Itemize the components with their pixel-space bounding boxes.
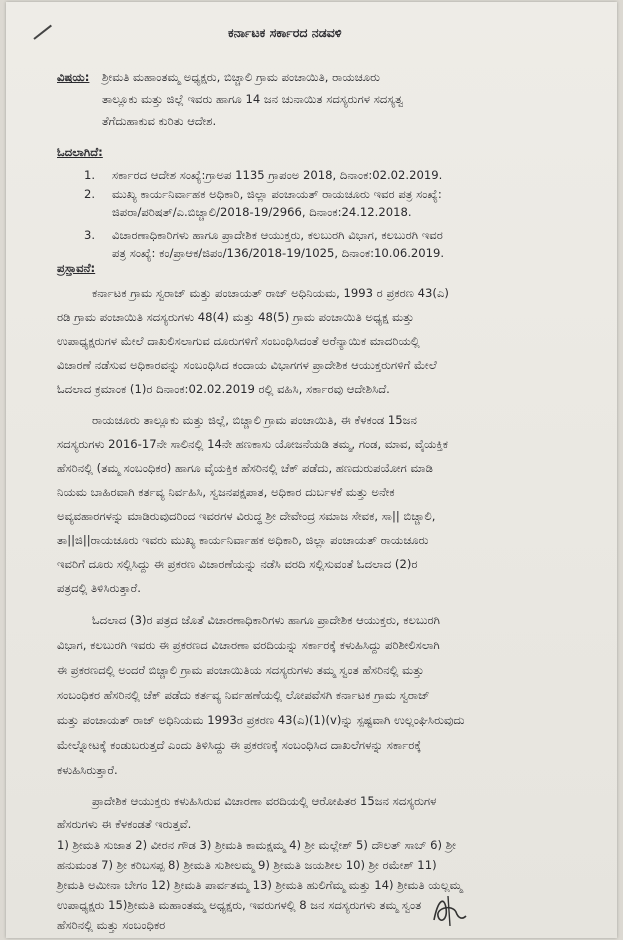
paragraph-line: ಪತ್ರದಲ್ಲಿ ತಿಳಿಸಿರುತ್ತಾರೆ. — [57, 581, 141, 595]
paragraph-line: ಓದಲಾದ ಕ್ರಮಾಂಕ (1)ರ ದಿನಾಂಕ:02.02.2019 ರಲ್ಲಿ ವಹಿಸಿ, ಸರ್ಕಾರವು ಆದೇಶಿಸಿದೆ. — [57, 382, 390, 396]
paragraph-line: ಸದಸ್ಯರುಗಳು 2016-17ನೇ ಸಾಲಿನಲ್ಲಿ 14ನೇ ಹಣಕಾಸು ಯೋಜನೆಯಡಿ ತಮ್ಮ, ಗಂಡ, ಮಾವ, ವೈಯಕ್ತಿಕ — [57, 437, 449, 451]
paragraph-line: ಓದಲಾದ (3)ರ ಪತ್ರದ ಜೊತೆ ವಿಚಾರಣಾಧಿಕಾರಿಗಳು ಹಾಗೂ ಪ್ರಾದೇಶಿಕ ಆಯುಕ್ತರು, ಕಲಬುರಗಿ — [92, 613, 440, 627]
paragraph-line: ಹೆಸರಿನಲ್ಲಿ (ತಮ್ಮ ಸಂಬಂಧಿಕರ) ಹಾಗೂ ವೈಯಕ್ತಿಕ ಹೆಸರಿನಲ್ಲಿ ಚೆಕ್ ಪಡೆದು, ಹಣದುರುಪಯೋಗ ಮಾಡಿ — [57, 461, 433, 475]
subject-line: ತೆಗೆದುಹಾಕುವ ಕುರಿತು ಆದೇಶ. — [102, 114, 217, 128]
member-names-line: ಹನುಮಂತ 7) ಶ್ರೀ ಕರಿಬಸಪ್ಪ 8) ಶ್ರೀಮತಿ ಸುಶೀಲಮ್ಮ 9) ಶ್ರೀಮತಿ ಜಯಶೀಲ 10) ಶ್ರೀ ರಮೇಶ್ 11) — [57, 858, 437, 872]
pen-mark — [33, 25, 52, 40]
reference-line: ಮುಖ್ಯ ಕಾರ್ಯನಿರ್ವಾಹಕ ಅಧಿಕಾರಿ, ಜಿಲ್ಲಾ ಪಂಚಾಯತ್ ರಾಯಚೂರು ಇವರ ಪತ್ರ ಸಂಖ್ಯೆ: — [112, 187, 442, 201]
paragraph-line: ರಡಿ ಗ್ರಾಮ ಪಂಚಾಯಿತಿ ಸದಸ್ಯರುಗಳು 48(4) ಮತ್ತು 48(5) ಗ್ರಾಮ ಪಂಚಾಯಿತಿ ಅಧ್ಯಕ್ಷ ಮತ್ತು — [57, 310, 414, 324]
subject-label: ವಿಷಯ: — [57, 70, 90, 84]
paragraph-line: ಮತ್ತು ಪಂಚಾಯತ್ ರಾಜ್ ಅಧಿನಿಯಮ 1993ರ ಪ್ರಕರಣ 43(ಎ)(1)(v)ನ್ನು ಸ್ಪಷ್ಟವಾಗಿ ಉಲ್ಲಂಘಿಸಿರುವುದು — [57, 713, 465, 727]
reference-line: ಜಿಪರಾ/ಪರಿಷತ್/ಎ.ಬಿಚ್ಚಾಲಿ/2018-19/2966, ದಿನಾಂಕ:24.12.2018. — [112, 205, 412, 219]
document-header: ಕರ್ನಾಟಕ ಸರ್ಕಾರದ ನಡವಳಿ — [228, 25, 342, 40]
paragraph-line: ಕಳುಹಿಸಿರುತ್ತಾರೆ. — [57, 763, 118, 777]
initials-signature — [426, 890, 476, 930]
reference-number: 1. — [84, 168, 96, 182]
paragraph-line: ವಿಚಾರಣೆ ನಡೆಸುವ ಅಧಿಕಾರವನ್ನು ಸಂಬಂಧಿಸಿದ ಕಂದಾಯ ವಿಭಾಗಗಳ ಪ್ರಾದೇಶಿಕ ಆಯುಕ್ತರುಗಳಿಗೆ ಮೇಲೆ — [57, 358, 437, 372]
reference-number: 3. — [84, 228, 96, 242]
member-names-line: ಉಪಾಧ್ಯಕ್ಷರು 15)ಶ್ರೀಮತಿ ಮಹಾಂತಮ್ಮ ಅಧ್ಯಕ್ಷರು, ಇವರುಗಳಲ್ಲಿ 8 ಜನ ಸದಸ್ಯರುಗಳು ತಮ್ಮ ಸ್ವಂತ — [57, 898, 422, 912]
reference-line: ಸರ್ಕಾರದ ಆದೇಶ ಸಂಖ್ಯೆ:ಗ್ರಾಅಪ 1135 ಗ್ರಾಪಂಅ 2018, ದಿನಾಂಕ:02.02.2019. — [112, 168, 443, 182]
member-names-line: 1) ಶ್ರೀಮತಿ ಸುಜಾತ 2) ವೀರನ ಗೌಡ 3) ಶ್ರೀಮತಿ ಕಾಮಕ್ಷಮ್ಮ 4) ಶ್ರೀ ಮಲ್ಲೇಶ್ 5) ದೌಲತ್ ಸಾಬ್ 6) ಶ್ರೀ — [57, 838, 456, 852]
subject-line: ಶ್ರೀಮತಿ ಮಹಾಂತಮ್ಮ ಅಧ್ಯಕ್ಷರು, ಬಿಚ್ಚಾಲಿ ಗ್ರಾಮ ಪಂಚಾಯಿತಿ, ರಾಯಚೂರು — [102, 70, 380, 84]
paragraph-line: ಇವರಿಗೆ ದೂರು ಸಲ್ಲಿಸಿದ್ದು ಈ ಪ್ರಕರಣ ವಿಚಾರಣೆಯನ್ನು ನಡೆಸಿ ವರದಿ ಸಲ್ಲಿಸುವಂತೆ ಓದಲಾದ (2)ರ — [57, 557, 418, 571]
reference-line: ಪತ್ರ ಸಂಖ್ಯೆ: ಕಂ/ಪ್ರಾಆಕ/ಜಿಪಂ/136/2018-19/1025, ದಿನಾಂಕ:10.06.2019. — [112, 246, 445, 260]
subject-line: ತಾಲ್ಲೂಕು ಮತ್ತು ಜಿಲ್ಲೆ ಇವರು ಹಾಗೂ 14 ಜನ ಚುನಾಯಿತ ಸದಸ್ಯರುಗಳ ಸದಸ್ಯತ್ವ — [102, 92, 404, 106]
document-page — [6, 2, 617, 938]
paragraph-line: ಕರ್ನಾಟಕ ಗ್ರಾಮ ಸ್ವರಾಜ್ ಮತ್ತು ಪಂಚಾಯತ್ ರಾಜ್ ಅಧಿನಿಯಮ, 1993 ರ ಪ್ರಕರಣ 43(ಎ) — [92, 286, 449, 300]
paragraph-line: ವಿಭಾಗ, ಕಲಬುರಗಿ ಇವರು ಈ ಪ್ರಕರಣದ ವಿಚಾರಣಾ ವರದಿಯನ್ನು ಸರ್ಕಾರಕ್ಕೆ ಕಳುಹಿಸಿದ್ದು ಪರಿಶೀಲಿಸಲಾಗಿ — [57, 638, 440, 652]
paragraph-line: ಸಂಬಂಧಿಕರ ಹೆಸರಿನಲ್ಲಿ ಚೆಕ್ ಪಡೆದು ಕರ್ತವ್ಯ ನಿರ್ವಹಣೆಯಲ್ಲಿ ಲೋಪವೆಸಗಿ ಕರ್ನಾಟಕ ಗ್ರಾಮ ಸ್ವರಾಜ್ — [57, 688, 430, 702]
paragraph-line: ತಾ||ಜಿ||ರಾಯಚೂರು ಇವರು ಮುಖ್ಯ ಕಾರ್ಯನಿರ್ವಾಹಕ ಅಧಿಕಾರಿ, ಜಿಲ್ಲಾ ಪಂಚಾಯತ್ ರಾಯಚೂರು — [57, 533, 429, 547]
member-names-line: ಹೆಸರಿನಲ್ಲಿ ಮತ್ತು ಸಂಬಂಧಿಕರ — [57, 918, 166, 932]
reference-number: 2. — [84, 187, 96, 201]
paragraph-line: ಹೆಸರುಗಳು ಈ ಕೆಳಕಂಡತೆ ಇರುತ್ತವೆ. — [57, 817, 192, 831]
member-names-line: ಶ್ರೀಮತಿ ಅಮೀನಾ ಬೇಗಂ 12) ಶ್ರೀಮತಿ ಪಾರ್ವತಮ್ಮ 13) ಶ್ರೀಮತಿ ಹುಲಿಗೆಮ್ಮ ಮತ್ತು 14) ಶ್ರೀಮತಿ ಯಲ್ಲಮ್ಮ — [57, 878, 463, 892]
paragraph-line: ಉಪಾಧ್ಯಕ್ಷರುಗಳ ಮೇಲೆ ದಾಖಲಿಸಲಾಗುವ ದೂರುಗಳಿಗೆ ಸಂಬಂಧಿಸಿದಂತೆ ಅರೆನ್ಯಾಯಿಕ ಮಾದರಿಯಲ್ಲಿ — [57, 334, 420, 348]
paragraph-line: ನಿಯಮ ಬಾಹಿರವಾಗಿ ಕರ್ತವ್ಯ ನಿರ್ವಹಿಸಿ, ಸ್ವಜನಪಕ್ಷಪಾತ, ಅಧಿಕಾರ ದುರ್ಬಳಕೆ ಮತ್ತು ಅನೇಕ — [57, 485, 395, 499]
preamble-label: ಪ್ರಸ್ತಾವನೆ: — [57, 261, 96, 275]
paragraph-line: ಅವ್ಯವಹಾರಗಳನ್ನು ಮಾಡಿರುವುದರಿಂದ ಇವರಗಳ ವಿರುದ್ಧ ಶ್ರೀ ದೇವೇಂದ್ರ ಸಮಾಜ ಸೇವಕ, ಸಾ|| ಬಿಚ್ಚಾಲಿ, — [57, 509, 436, 523]
paragraph-line: ಈ ಪ್ರಕರಣದಲ್ಲಿ ಅಂದರೆ ಬಿಚ್ಚಾಲಿ ಗ್ರಾಮ ಪಂಚಾಯಿತಿಯ ಸದಸ್ಯರುಗಳು ತಮ್ಮ ಸ್ವಂತ ಹೆಸರಿನಲ್ಲಿ ಮತ್ತು — [57, 663, 424, 677]
references-label: ಓದಲಾಗಿದೆ: — [57, 145, 103, 159]
reference-line: ವಿಚಾರಣಾಧಿಕಾರಿಗಳು ಹಾಗೂ ಪ್ರಾದೇಶಿಕ ಆಯುಕ್ತರು, ಕಲಬುರಗಿ ವಿಭಾಗ, ಕಲಬುರಗಿ ಇವರ — [112, 228, 443, 242]
paragraph-line: ರಾಯಚೂರು ತಾಲ್ಲೂಕು ಮತ್ತು ಜಿಲ್ಲೆ, ಬಿಚ್ಚಾಲಿ ಗ್ರಾಮ ಪಂಚಾಯಿತಿ, ಈ ಕೆಳಕಂಡ 15ಜನ — [92, 413, 417, 427]
paragraph-line: ಪ್ರಾದೇಶಿಕ ಆಯುಕ್ತರು ಕಳುಹಿಸಿರುವ ವಿಚಾರಣಾ ವರದಿಯಲ್ಲಿ ಆರೋಪಿತರ 15ಜನ ಸದಸ್ಯರುಗಳ — [92, 794, 437, 808]
paragraph-line: ಮೇಲ್ನೋಟಕ್ಕೆ ಕಂಡುಬರುತ್ತದೆ ಎಂದು ತಿಳಿಸಿದ್ದು ಈ ಪ್ರಕರಣಕ್ಕೆ ಸಂಬಂಧಿಸಿದ ದಾಖಲೆಗಳನ್ನು ಸರ್ಕಾರಕ್ಕೆ — [57, 738, 422, 752]
